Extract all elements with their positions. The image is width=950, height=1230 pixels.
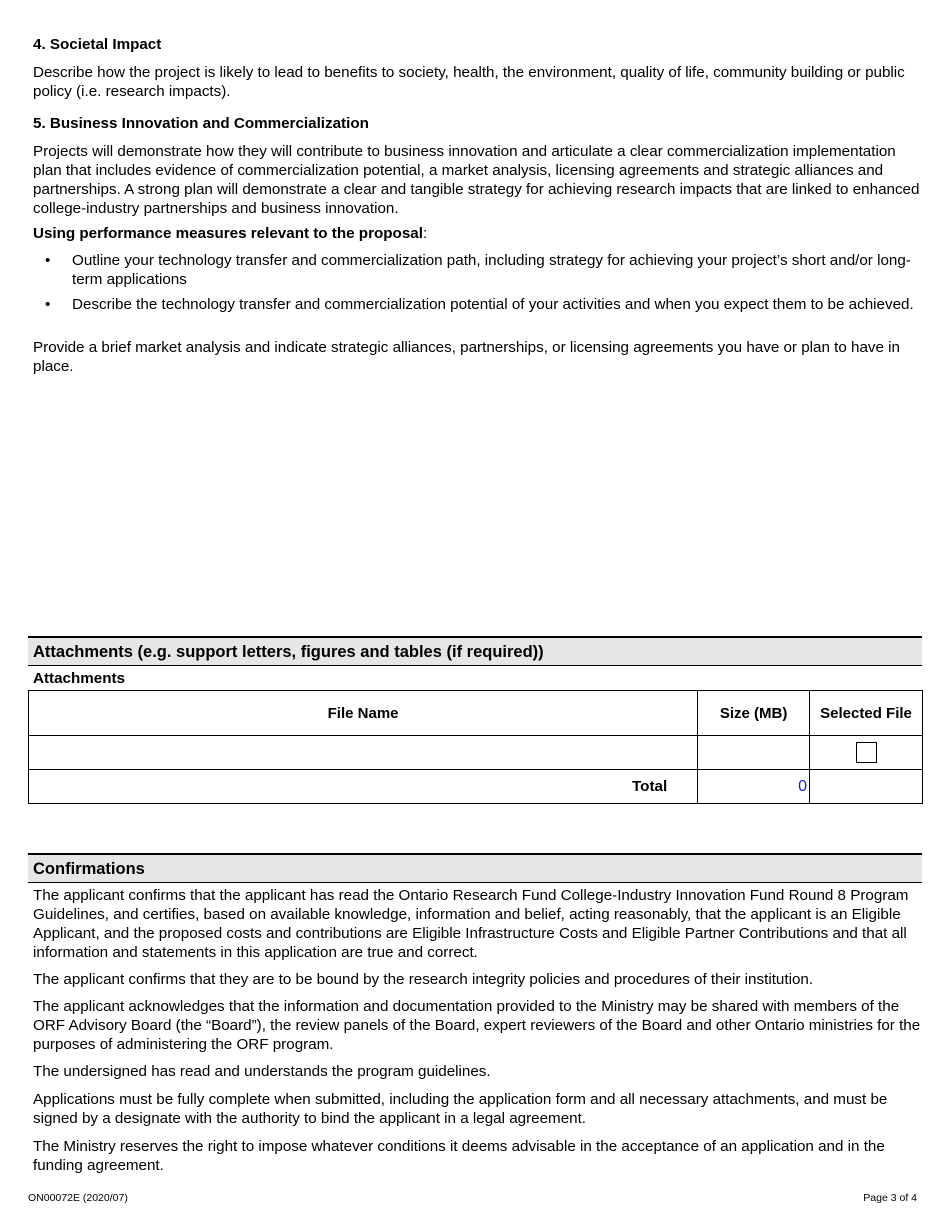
attachments-subtitle: Attachments: [33, 670, 125, 687]
form-id: ON00072E (2020/07): [28, 1192, 128, 1204]
confirmation-paragraph-5: Applications must be fully complete when submitted, including the application form and all necessary attachments, and must be signed by a designate with the authority to bind the applicant in a legal agreement.: [33, 1091, 888, 1127]
bullet-2-text: Describe the technology transfer and commercialization potential of your activities and when you expect them to be achieved.: [72, 296, 914, 313]
total-row: [29, 770, 923, 804]
confirmation-paragraph-6: The Ministry reserves the right to impose whatever conditions it deems advisable in the acceptance of an application and in the funding agreement.: [33, 1138, 885, 1174]
bullet-2-glyph: •: [45, 296, 51, 313]
confirmation-paragraph-4: The undersigned has read and understands the program guidelines.: [33, 1063, 491, 1080]
file-size-cell: [698, 736, 810, 770]
table-row: [29, 736, 923, 770]
confirmations-section-title: Confirmations: [33, 860, 145, 878]
confirmation-paragraph-3: The applicant acknowledges that the information and documentation provided to the Ministry may be shared with members of the ORF Advisory Board (the “Board”), the review panels of the Board, expert reviewers of the Board and other Ontario ministries for the purposes of administering the ORF program.: [33, 998, 921, 1053]
performance-measures-bold: Using performance measures relevant to the proposal: [33, 225, 423, 242]
selected-file-checkbox[interactable]: [856, 742, 877, 763]
column-file-name: File Name: [29, 691, 698, 736]
bullet-1-text: Outline your technology transfer and commercialization path, including strategy for achieving your project’s short and/or long-term applications: [72, 252, 911, 288]
confirmation-paragraph-2: The applicant confirms that they are to be bound by the research integrity policies and procedures of their institution.: [33, 971, 814, 988]
column-selected-file: Selected File: [810, 691, 923, 736]
attachments-table-header: [29, 691, 923, 736]
section-5-body: Projects will demonstrate how they will contribute to business innovation and articulate a clear commercialization implementation plan that includes evidence of commercialization potential, a market analysis, licensing agreements and strategic alliances and partnerships. A strong plan will demonstrate a clear and tangible strategy for achieving research impacts that are linked to enhanced college-industry partnerships and business innovation.: [33, 143, 920, 217]
column-size-mb: Size (MB): [698, 691, 810, 736]
attachments-section-header: [28, 636, 922, 666]
confirmations-section-header: [28, 853, 922, 883]
section-5-heading: 5. Business Innovation and Commercialization: [33, 115, 369, 132]
section-4-body: Describe how the project is likely to lead to benefits to society, health, the environment, quality of life, community building or public policy (i.e. research impacts).: [33, 64, 905, 100]
total-empty-cell: [810, 770, 923, 804]
page-number: Page 3 of 4: [863, 1192, 917, 1204]
selected-file-cell: [810, 736, 923, 770]
section-4-heading: 4. Societal Impact: [33, 36, 162, 53]
section-5-closing: Provide a brief market analysis and indicate strategic alliances, partnerships, or licensing agreements you have or plan to have in place.: [33, 339, 901, 375]
performance-measures-label: [33, 224, 923, 243]
file-name-cell: [29, 736, 698, 770]
attachments-section-title: Attachments (e.g. support letters, figures and tables (if required)): [33, 643, 544, 661]
total-label: Total: [29, 770, 698, 804]
performance-measures-colon: :: [422, 225, 428, 242]
total-value: 0: [698, 770, 810, 804]
attachments-table: [28, 690, 923, 804]
bullet-1-glyph: •: [45, 252, 51, 269]
confirmation-paragraph-1: The applicant confirms that the applicant has read the Ontario Research Fund College-Industry Innovation Fund Round 8 Program Guidelines, and certifies, based on available knowledge, information and belief, acting reasonably, that the applicant is an Eligible Applicant, and the proposed costs and contributions are Eligible Infrastructure Costs and Eligible Partner Contributions and that all information and statements in this application are true and correct.: [33, 887, 909, 961]
